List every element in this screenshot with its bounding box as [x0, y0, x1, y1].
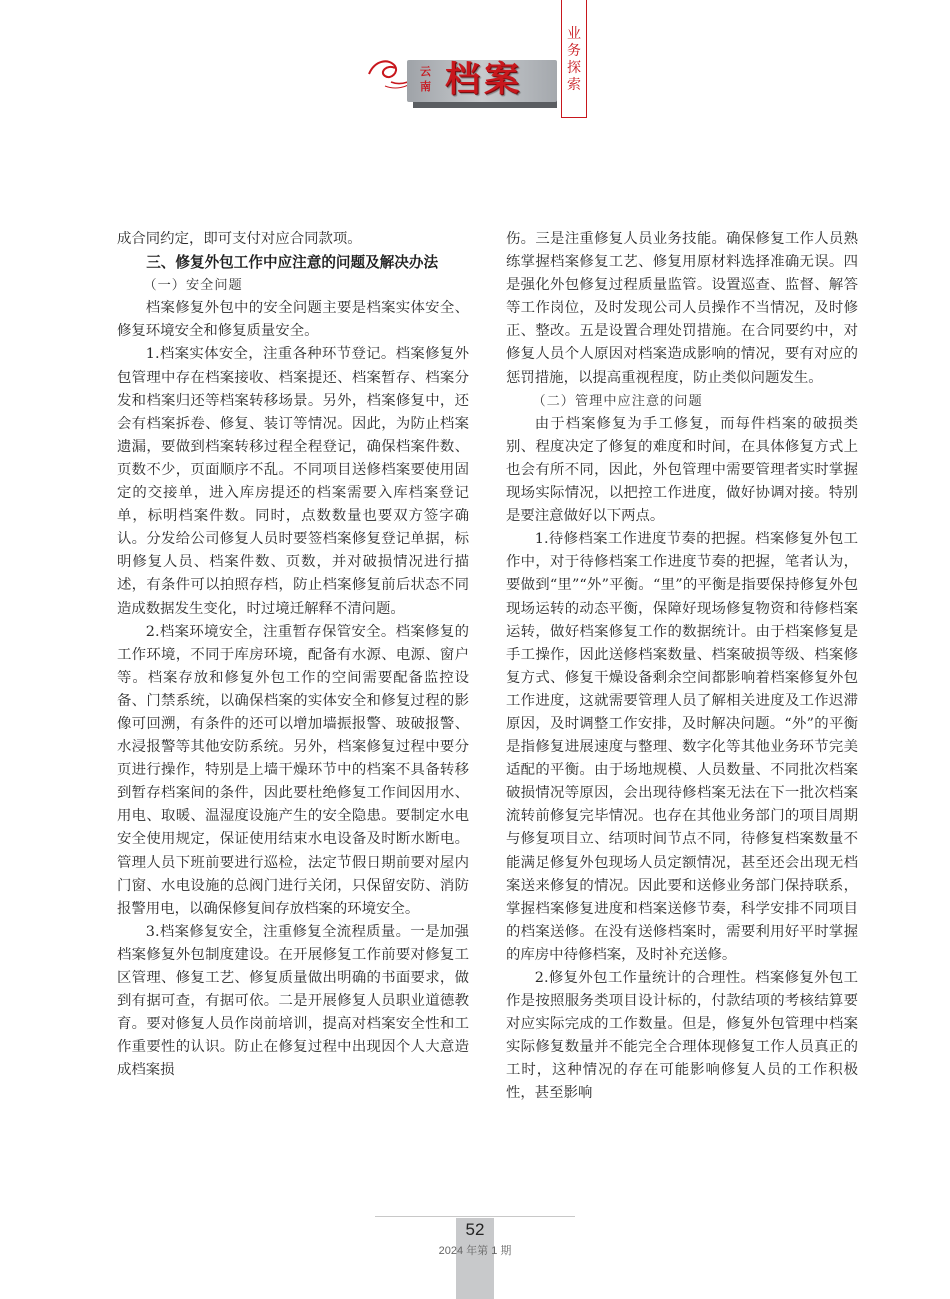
paragraph: 档案修复外包中的安全问题主要是档案实体安全、修复环境安全和修复质量安全。 [117, 300, 469, 340]
logo-province: 云 南 [420, 65, 432, 93]
page-number: 52 [465, 1220, 485, 1239]
paragraph: 1.待修档案工作进度节奏的把握。档案修复外包工作中，对于待修档案工作进度节奏的把握，笔者认为，要做到“里”“外”平衡。“里”的平衡是指要保持修复外包现场运转的动态平衡，保障好现场修复物资和待修档案运转，做好档案修复工作的数据统计。由于档案修复是手工操作，因此送修档案数量、档案破损等级、档案修复方式、修复干燥设备剩余空间都影响着档案修复外包工作进度，这就需要管理人员了解相关进度及工作迟滞原因，及时调整工作安排，及时解决问题。“外”的平衡是指修复进展速度与整理、数字化等其他业务环节完美适配的平衡。由于场地规模、人员数量、不同批次档案破损情况等原因，会出现待修档案无法在下一批次档案流转前修复完毕情况。也存在其他业务部门的项目周期与修复项目立、结项时间节点不同，待修复档案数量不能满足修复外包现场人员定额情况，甚至还会出现无档案送来修复的情况。因此要和送修业务部门保持联系，掌握档案修复进度和档案送修节奏，科学安排不同项目的档案送修。在没有送修档案时，需要利用好平时掌握的库房中待修档案，及时补充送修。 [506, 531, 858, 963]
paragraph: 2.档案环境安全，注重暂存保管安全。档案修复的工作环境，不同于库房环境，配备有水源、电源、窗户等。档案存放和修复外包工作的空间需要配备监控设备、门禁系统，以确保档案的实体安全和修复过程的影像可回溯，有条件的还可以增加墙振报警、玻破报警、水浸报警等其他安防系统。另外，档案修复过程中要分页进行操作，特别是上墙干燥环节中的档案不具备转移到暂存档案间的条件，因此要杜绝修复工作间因用水、用电、取暖、温湿度设施产生的安全隐患。要制定水电安全使用规定，保证使用结束水电设备及时断水断电。管理人员下班前要进行巡检，法定节假日期前要对屋内门窗、水电设施的总阀门进行关闭，只保留安防、消防报警用电，以确保修复间存放档案的环境安全。 [117, 623, 469, 917]
column-section-tab [561, 0, 587, 118]
paragraph: 2.修复外包工作量统计的合理性。档案修复外包工作是按照服务类项目设计标的，付款结项的考核结算要对应实际完成的工作数量。但是，修复外包管理中档案实际修复数量并不能完全合理体现修复工作人员真正的工时，这种情况的存在可能影响修复人员的工作积极性，甚至影响 [506, 970, 858, 1102]
right-column [506, 228, 858, 1106]
section-heading: 三、修复外包工作中应注意的问题及解决办法 [146, 254, 439, 272]
paragraph: 3.档案修复安全，注重修复全流程质量。一是加强档案修复外包制度建设。在开展修复工作前要对修复工区管理、修复工艺、修复质量做出明确的书面要求，做到有据可查，有据可依。二是开展修复人员职业道德教育。要对修复人员作岗前培训，提高对档案安全性和工作重要性的认识。防止在修复过程中出现因个人大意造成档案损 [117, 923, 469, 1079]
journal-logo [365, 52, 557, 106]
subsection-heading: （一）安全问题 [143, 278, 243, 294]
column-section-label: 业务探索 [567, 26, 581, 93]
issue-label: 2024 年第 1 期 [438, 1245, 512, 1257]
paragraph: 1.档案实体安全，注重各种环节登记。档案修复外包管理中存在档案接收、档案提还、档案暂存、档案分发和档案归还等档案转移场景。另外，档案修复中，还会有档案拆卷、修复、装订等情况。因此，为防止档案遗漏，要做到档案转移过程全程登记，确保档案件数、页数不少，页面顺序不乱。不同项目送修档案要使用固定的交接单，进入库房提还的档案需要入库档案登记单，标明档案件数。同时，点数数量也要双方签字确认。分发给公司修复人员时要签档案修复登记单据，标明修复人员、档案件数、页数，并对破损情况进行描述，有条件可以拍照存档，防止档案修复前后状态不同造成数据发生变化，时过境迁解释不清问题。 [117, 346, 469, 617]
subsection-heading: （二）管理中应注意的问题 [532, 393, 703, 409]
paragraph: 伤。三是注重修复人员业务技能。确保修复工作人员熟练掌握档案修复工艺、修复用原材料选择准确无误。四是强化外包修复过程质量监管。设置巡查、监督、解答等工作岗位，及时发现公司人员操作不当情况，及时修正、整改。五是设置合理处罚措施。在合同要约中，对修复人员个人原因对档案造成影响的情况，要有对应的惩罚措施，以提高重视程度，防止类似问题发生。 [506, 231, 858, 386]
paragraph: 由于档案修复为手工修复，而每件档案的破损类别、程度决定了修复的难度和时间，在具体修复方式上也会有所不同，因此，外包管理中需要管理者实时掌握现场实际情况，以把控工作进度，做好协调对接。特别是要注意做好以下两点。 [506, 415, 858, 525]
logo-title: 档案 [445, 59, 524, 100]
paragraph: 成合同约定，即可支付对应合同款项。 [117, 231, 362, 247]
left-column [117, 228, 469, 1082]
footer-divider [375, 1216, 575, 1217]
